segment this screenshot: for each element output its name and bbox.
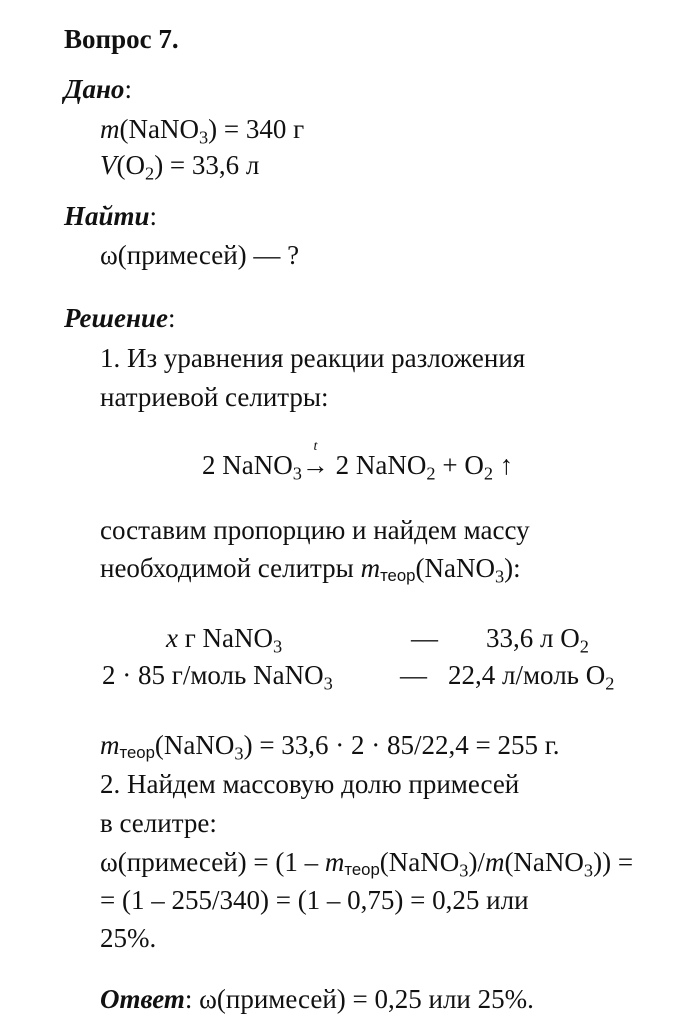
- omega-end: )) =: [593, 847, 634, 877]
- given-volume-formula: (O: [116, 150, 145, 180]
- proportion-row1-left: [166, 623, 283, 657]
- heat-condition: t: [313, 439, 318, 454]
- theoretical-subscript: теор: [344, 860, 380, 880]
- subscript: 3: [234, 743, 244, 764]
- subscript: 2: [579, 636, 589, 657]
- proportion-row2-left: [102, 660, 333, 694]
- mass-symbol: m: [324, 847, 345, 877]
- subscript: 2: [145, 163, 155, 184]
- subscript: 3: [292, 463, 302, 484]
- mass-symbol: m: [360, 553, 381, 583]
- dash: —: [411, 623, 438, 653]
- unknown-x: x: [166, 623, 178, 653]
- subscript: 3: [583, 860, 594, 881]
- formula: (NaNO: [379, 847, 460, 877]
- solution-heading-label: Решение: [64, 303, 168, 333]
- reactant: 2 NaNO: [202, 450, 293, 480]
- dash: —: [400, 660, 427, 690]
- subscript: 3: [273, 636, 283, 657]
- proportion-line2: [100, 553, 521, 587]
- theoretical-subscript: теор: [119, 743, 155, 763]
- find-heading-label: Найти: [64, 201, 150, 231]
- subscript: 2: [483, 463, 494, 484]
- punctuation: ):: [504, 553, 521, 583]
- reaction-arrow: [301, 439, 329, 480]
- given-heading: Дано:: [64, 74, 132, 104]
- subscript: 3: [323, 673, 333, 694]
- given-mass-value: ) = 340 г: [208, 114, 305, 144]
- answer-heading: Ответ: [100, 984, 185, 1014]
- left-text: 2 · 85 г/моль NaNO: [102, 660, 324, 690]
- right-text: 22,4 л/моль O: [448, 660, 606, 690]
- formula: (NaNO: [415, 553, 495, 583]
- mass-symbol: m: [100, 730, 120, 760]
- find-item: ω(примесей) — ?: [100, 240, 300, 270]
- proportion-row1-right: [486, 623, 589, 657]
- find-heading: Найти:: [64, 201, 158, 231]
- subscript: 3: [494, 566, 505, 587]
- step2-line1: 2. Найдем массовую долю примесей: [100, 769, 520, 799]
- step1-line1: 1. Из уравнения реакции разложения: [100, 343, 526, 373]
- formula: (NaNO: [504, 847, 584, 877]
- left-text: г NaNO: [177, 623, 274, 653]
- answer-text: ω(примесей) = 0,25 или 25%.: [192, 984, 534, 1014]
- proportion-line2-text: необходимой селитры: [100, 553, 361, 583]
- formula: (NaNO: [154, 730, 235, 760]
- mass-symbol: m: [484, 847, 505, 877]
- solution-heading: Решение:: [64, 303, 176, 333]
- subscript: 2: [426, 463, 436, 484]
- subscript: 3: [459, 860, 469, 881]
- omega-line1: [100, 847, 634, 881]
- theoretical-subscript: теор: [380, 566, 416, 586]
- right-arrow-icon: →: [301, 450, 329, 480]
- product-1: 2 NaNO: [328, 450, 427, 480]
- subscript: 3: [198, 127, 209, 148]
- answer: Ответ: ω(примесей) = 0,25 или 25%.: [100, 984, 534, 1014]
- given-mass: [100, 114, 305, 148]
- proportion-line1: составим пропорцию и найдем массу: [100, 515, 530, 545]
- subscript: 2: [605, 673, 615, 694]
- given-mass-formula: (NaNO: [119, 114, 199, 144]
- given-volume-value: ) = 33,6 л: [154, 150, 260, 180]
- reaction-equation: [202, 439, 514, 484]
- mass-symbol: m: [100, 114, 120, 144]
- gas-evolution-arrow-icon: ↑: [493, 450, 514, 480]
- divide: )/: [468, 847, 485, 877]
- theoretical-mass-calc: [100, 730, 560, 764]
- right-text: 33,6 л O: [486, 623, 580, 653]
- omega-start: ω(примесей) = (1 –: [100, 847, 325, 877]
- page-title: Вопрос 7.: [64, 24, 179, 54]
- product-2: + O: [435, 450, 484, 480]
- omega-line3: 25%.: [100, 923, 157, 953]
- volume-symbol: V: [100, 150, 117, 180]
- omega-line2: = (1 – 255/340) = (1 – 0,75) = 0,25 или: [100, 885, 529, 915]
- given-heading-label: Дано: [64, 74, 125, 104]
- step2-line2: в селитре:: [100, 808, 217, 838]
- step1-line2: натриевой селитры:: [100, 382, 329, 412]
- given-volume: [100, 150, 260, 184]
- calc-result: ) = 33,6 · 2 · 85/22,4 = 255 г.: [243, 730, 560, 760]
- proportion-row2-right: [448, 660, 615, 694]
